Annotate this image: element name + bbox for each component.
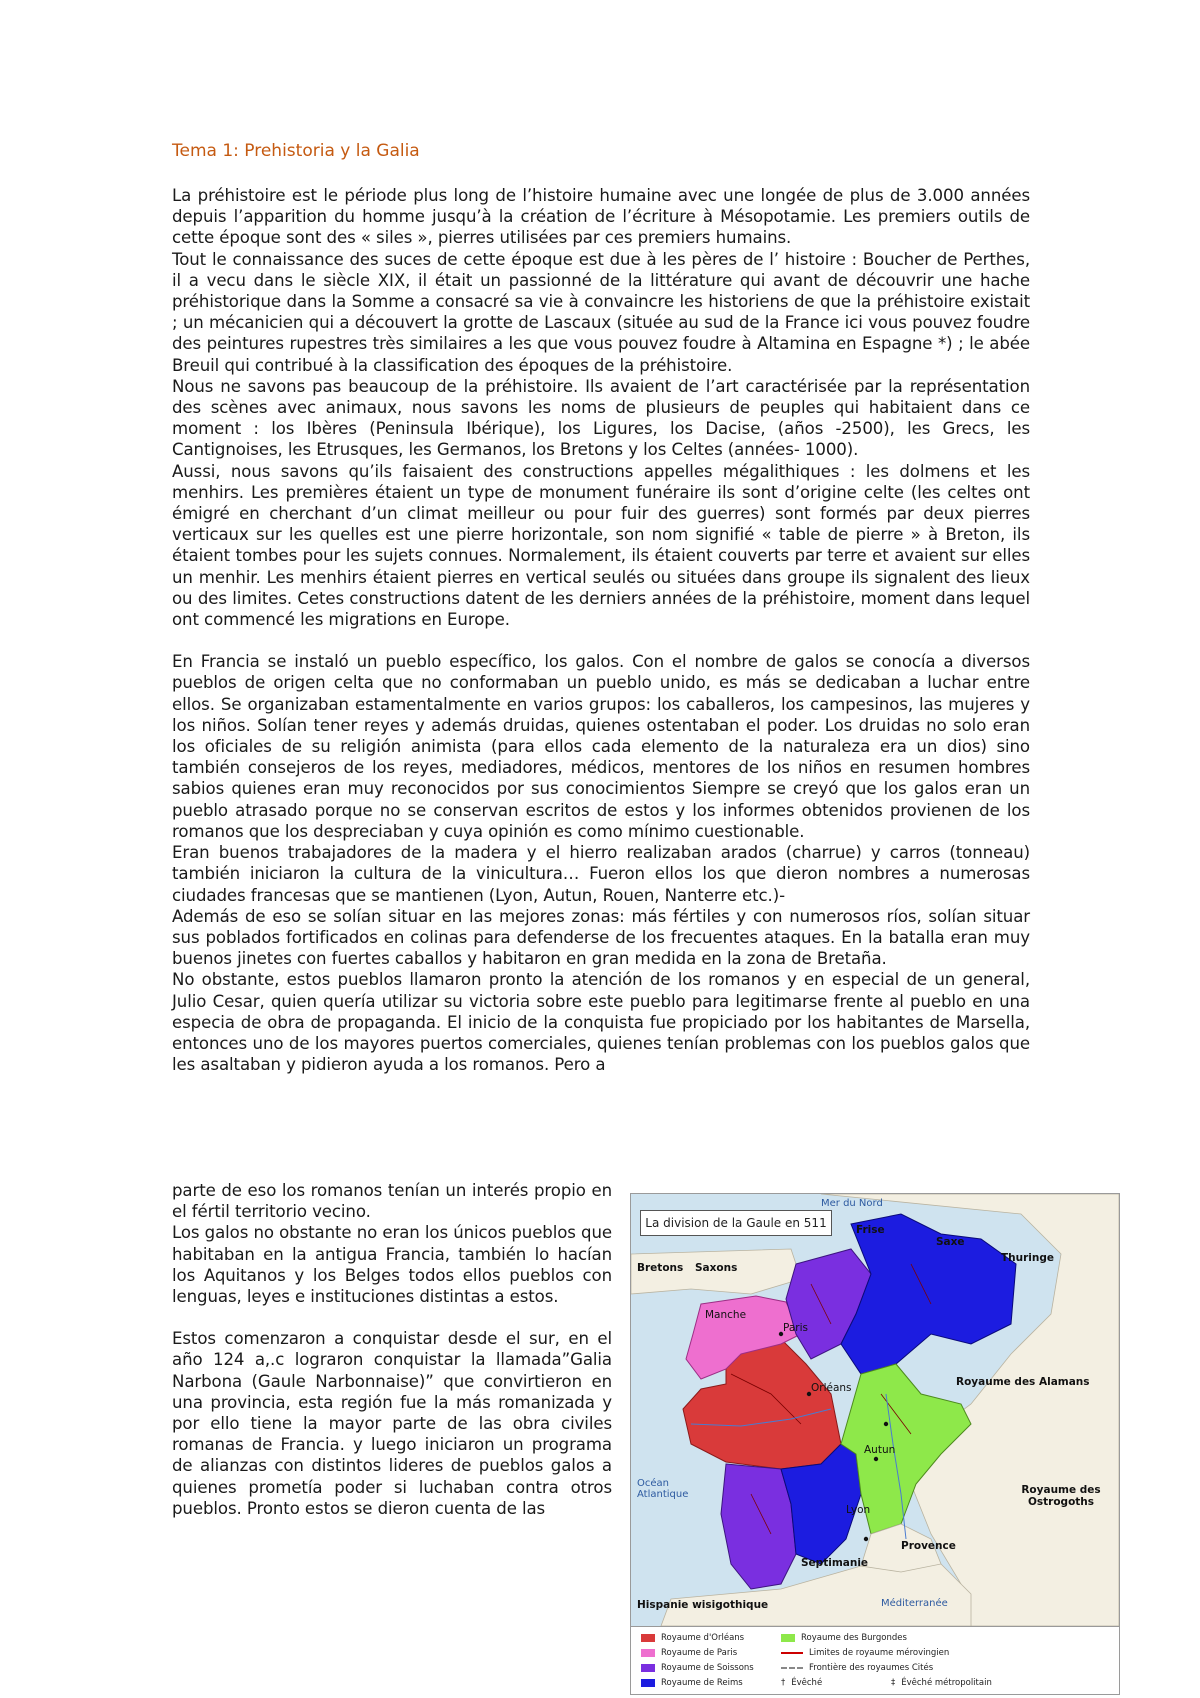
main-text-block	[172, 185, 1030, 1075]
map-label: Saxe	[936, 1236, 965, 1248]
map-label: Manche	[705, 1309, 747, 1321]
map-label: Bretons	[637, 1262, 684, 1274]
paragraph: La préhistoire est le période plus long de l’histoire humaine avec une longée de plus de 3.000 années depuis l’apparition du homme jusqu’à la création de l’écriture à Mésopotamie. Les premiers outils de cette époque sont des « siles », pierres utilisées par ces premiers humains.	[172, 186, 1030, 248]
paragraph: Aussi, nous savons qu’ils faisaient des constructions appelles mégalithiques : les dolmens et les menhirs. Les premières étaient un type de monument funéraire ils sont d’origine celte (les celtes ont émigré en cherchant d’un climat meilleur ou pour fuir des guerres) sont formés par deux pierres verticaux sur les quelles est une pierre horizontale, son nom signifié « table de pierre » à Breton, ils étaient tombes pour les sujets connues. Normalement, ils étaient couverts par terre et avaient sur elles un menhir. Les menhirs étaient pierres en vertical seulés ou situées dans groupe ils signalent des lieux ou des limites. Cetes constructions datent de les derniers années de la préhistoire, moment dans lequel ont commencé les migrations en Europe.	[172, 461, 1030, 630]
map-label: Hispanie wisigothique	[637, 1599, 769, 1611]
map-label: Septimanie	[801, 1557, 869, 1569]
map-label: Orléans	[811, 1382, 852, 1394]
archeveche-icon: ‡	[891, 1678, 896, 1688]
region-reims	[841, 1214, 1016, 1374]
legend-label: Limites de royaume mérovingien	[809, 1648, 950, 1658]
legend-swatch	[641, 1679, 655, 1687]
document-title: Tema 1: Prehistoria y la Galia	[172, 141, 420, 161]
paragraph: Los galos no obstante no eran los únicos pueblos que habitaban en la antigua Francia, también lo hacían los Aquitanos y los Belges todos ellos pueblos con lenguas, leyes e instituciones distintas a estos.	[172, 1223, 612, 1307]
legend-label: Royaume d'Orléans	[661, 1633, 745, 1643]
legend-swatch	[641, 1634, 655, 1642]
legend-item	[781, 1648, 949, 1658]
legend-item	[781, 1633, 907, 1643]
city-dot	[864, 1537, 868, 1541]
legend-label: Royaume des Burgondes	[801, 1633, 907, 1643]
legend-label: Frontière des royaumes Cités	[809, 1663, 934, 1673]
paragraph: Tout le connaissance des suces de cette époque est due à les pères de l’ histoire : Boucher de Perthes, il a vecu dans le siècle XIX, il était un passionné de la littérature qui avant de découvrir une hache préhistorique dans la Somme a consacré sa vie à convaincre les historiens de que la préhistoire existait ; un mécanicien qui a découvert la grotte de Lascaux (située au sud de la France ici vous pouvez foudre des peintures rupestres très similaires a les que vous pouvez foudre à Altamina en Espagne *) ; le abée Breuil qui contribué à la classification des époques de la préhistoire.	[172, 249, 1030, 375]
map-label: Thuringe	[1001, 1252, 1055, 1264]
legend-item	[781, 1678, 822, 1688]
paragraph: No obstante, estos pueblos llamaron pronto la atención de los romanos y en especial de un general, Julio Cesar, quien quería utilizar su victoria sobre este pueblo para legitimarse frente al pueblo en una especia de obra de propaganda. El inicio de la conquista fue propiciado por los habitantes de Marsella, entonces uno de los mayores puertos comerciales, quienes tenían problemas con los pueblos galos que les asaltaban y pidieron ayuda a los romanos. Pero a	[172, 970, 1030, 1075]
legend-line	[781, 1652, 803, 1654]
paragraph: parte de eso los romanos tenían un interés propio en el fértil territorio vecino.	[172, 1181, 612, 1222]
map-label: Saxons	[695, 1262, 738, 1274]
map-label: Lyon	[846, 1504, 871, 1516]
paragraph: Estos comenzaron a conquistar desde el sur, en el año 124 a,.c lograron conquistar la llamada”Galia Narbona (Gaule Narbonnaise)” que convirtieron en una provincia, esta región fue la más romanizada y por ello tiene la mayor parte de las obra civiles romanas de Francia. y luego iniciaron un programa de alianzas con distintos lideres de pueblos galos a quienes prometía poder si luchaban contra otros pueblos. Pronto estos se dieron cuenta de las	[172, 1329, 612, 1518]
legend-swatch	[641, 1649, 655, 1657]
map-label: Royaume des Alamans	[956, 1376, 1090, 1388]
map-legend	[631, 1626, 1119, 1695]
legend-swatch	[641, 1664, 655, 1672]
legend-item	[891, 1678, 992, 1688]
paragraph: Además de eso se solían situar en las mejores zonas: más fértiles y con numerosos ríos, solían situar sus poblados fortificados en colinas para defenderse de los frecuentes ataques. En la batalla eran muy buenos jinetes con fuertes caballos y habitaron en gran medida en la zona de Bretaña.	[172, 906, 1030, 969]
legend-label: Évêché	[791, 1678, 823, 1688]
map-label: Royaume des Ostrogoths	[1021, 1484, 1101, 1508]
map-label: Méditerranée	[881, 1598, 948, 1609]
paragraph: En Francia se instaló un pueblo específico, los galos. Con el nombre de galos se conocía a diversos pueblos de origen celta que no conformaban un pueblo unido, es más se dedicaban a luchar entre ellos. Se organizaban estamentalmente en varios grupos: los caballeros, los campesinos, las mujeres y los niños. Solían tener reyes y además druidas, quienes ostentaban el poder. Los druidas no solo eran los oficiales de su religión animista (para ellos cada elemento de la naturaleza era un dios) sino también consejeros de los reyes, mediadores, médicos, mentores de los niños en resumen hombres sabios quienes eran muy reconocidos por sus conocimientos Siempre se creyó que los galos eran un pueblo atrasado porque no se conservan escritos de estos y los informes obtenidos provienen de los romanos que los despreciaban y cuya opinión es como mínimo cuestionable.	[172, 652, 1030, 841]
paragraph: Eran buenos trabajadores de la madera y el hierro realizaban arados (charrue) y carros (tonneau) también iniciaron la cultura de la vinicultura… Fueron ellos los que dieron nombres a numerosas ciudades francesas que se mantienen (Lyon, Autun, Rouen, Nanterre etc.)-	[172, 843, 1030, 905]
legend-item	[641, 1633, 744, 1643]
legend-label: Royaume de Soissons	[661, 1663, 754, 1673]
gaule-511-map	[630, 1193, 1120, 1695]
legend-label: Royaume de Paris	[661, 1648, 738, 1658]
map-label: Provence	[901, 1540, 956, 1552]
map-title: La division de la Gaule en 511	[640, 1210, 832, 1236]
map-label: Océan Atlantique	[637, 1478, 689, 1500]
legend-label: Royaume de Reims	[661, 1678, 743, 1688]
legend-label: Évêché métropolitain	[901, 1678, 992, 1688]
city-dot	[874, 1457, 878, 1461]
map-label: Frise	[856, 1224, 885, 1236]
legend-line	[781, 1667, 803, 1669]
map-label: Autun	[864, 1444, 896, 1456]
legend-swatch	[781, 1634, 795, 1642]
wrapped-text-block	[172, 1180, 612, 1519]
paragraph: Nous ne savons pas beaucoup de la préhistoire. Ils avaient de l’art caractérisée par la représentation des scènes avec animaux, nous savons les noms de plusieurs de peuples qui habitaient dans ce moment : los Ibères (Peninsula Ibérique), los Ligures, los Dacise, (años -2500), les Grecs, les Cantignoises, les Etrusques, les Germanos, los Bretons y los Celtes (années- 1000).	[172, 376, 1030, 460]
legend-item	[641, 1663, 754, 1673]
map-label: Mer du Nord	[821, 1198, 883, 1209]
map-label: Paris	[783, 1322, 808, 1334]
eveche-icon: †	[781, 1678, 786, 1688]
legend-item	[781, 1663, 933, 1673]
city-dot	[884, 1422, 888, 1426]
legend-item	[641, 1648, 737, 1658]
legend-item	[641, 1678, 743, 1688]
